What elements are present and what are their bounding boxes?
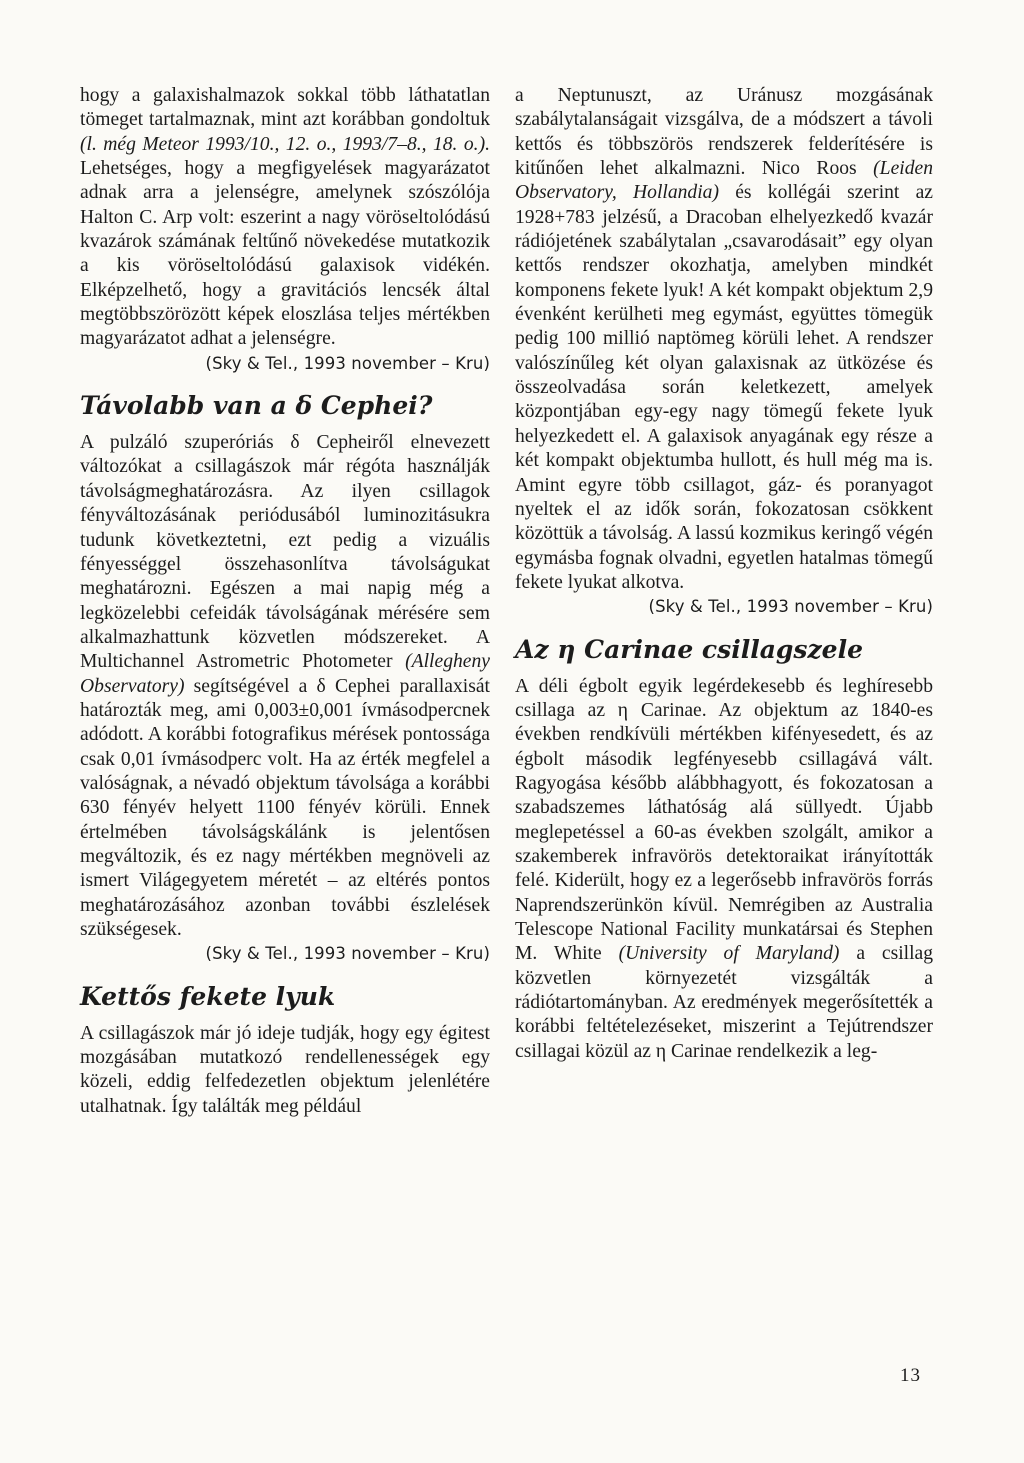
source-credit: (Sky & Tel., 1993 november – Kru) — [648, 597, 933, 617]
page-number: 13 — [900, 1365, 921, 1386]
paragraph-text: A déli égbolt egyik legérdekesebb és leghíresebb csillaga az η Carinae. Az objektum az 1840-es években rendkívüli mértékben kifényesedett, és az égbolt második legfényesebb csillagává vált. Ragyogása később alábbhagyott, és fokozatosan a szabadszemes láthatóság alá süllyedt. Újabb meglepetéssel a 60-as években szolgált, amikor a szakemberek infravörös detektoraikat irányították felé. Kiderült, hogy ez a legerősebb infravörös forrás Naprendszerünkön kívül. Nemrégiben az Australia Telescope National Facility munkatársai és Stephen M. White — [515, 675, 933, 965]
source-credit: (Sky & Tel., 1993 november – Kru) — [205, 353, 490, 373]
article-heading: Az η Carinae csillagszele — [515, 634, 863, 664]
right-column — [515, 84, 933, 1064]
article-heading: Távolabb van a δ Cephei? — [80, 391, 433, 421]
article-paragraph — [515, 675, 933, 1065]
paragraph-text: hogy a galaxishalmazok sokkal több láthatatlan tömeget tartalmaznak, mint azt korábban gondoltuk — [80, 85, 490, 131]
source-credit: (Sky & Tel., 1993 november – Kru) — [205, 944, 490, 964]
paragraph-text: a Neptunuszt, az Uránusz mozgásának szabálytalanságait vizsgálva, de a módszert a távoli kettős és többszörös rendszerek felderítésére is kitűnően lehet alkalmazni. Nico Roos — [515, 85, 933, 180]
article-paragraph — [515, 84, 933, 595]
paragraph-text: A pulzáló szuperóriás δ Cepheiről elnevezett változókat a csillagászok már régóta használják távolságmeghatározásra. Az ilyen csillagok fényváltozásának periódusából luminozitásukra tudunk következtetni, ezt pedig a vizuális fényességgel összehasonlítva távolságukat meghatározni. Egészen a mai napig még a legközelebbi cefeidák távolságának mérésére sem alkalmazhattunk közvetlen módszereket. A Multichannel Astrometric Photometer — [80, 432, 490, 673]
article-paragraph — [80, 431, 490, 942]
article-paragraph: A csillagászok már jó ideje tudják, hogy egy égitest mozgásában mutatkozó rendellenességek egy közeli, eddig felfedezetlen objektum jelenlétére utalhatnak. Így találták meg például — [80, 1022, 490, 1117]
institution-name: (Leiden Observatory, Hollandia) — [515, 158, 933, 204]
institution-name: (Allegheny Observatory) — [80, 651, 490, 697]
paragraph-text: és kollégái szerint az 1928+783 jelzésű, a Dracoban elhelyezkedő kvazár rádiójetének szabálytalan „csavarodásait” egy olyan kettős rendszer okozhatja, amelyben mindkét komponens fekete lyuk! A két kompakt objektum 2,9 évenként kerülheti meg egymást, együttes tömegük pedig 100 millió naptömeg körüli lehet. A rendszer valószínűleg két olyan galaxisnak az ütközése és összeolvadása során keletkezett, amelyek központjában egy-egy nagy tömegű fekete lyuk helyezkedett el. A galaxisok anyagának egy része a két kompakt objektumba hullott, és hull még ma is. Amint egyre több csillagot, gáz- és poranyagot nyeltek el az idők során, fokozatosan csökkent közöttük a távolság. A lassú kozmikus keringő végén egymásba fognak olvadni, egyetlen hatalmas tömegű fekete lyukat alkotva. — [515, 182, 934, 593]
article-heading: Kettős fekete lyuk — [80, 981, 336, 1011]
paragraph-text: segítségével a δ Cephei parallaxisát határozták meg, ami 0,003±0,001 ívmásodpercnek adódott. A korábbi fotografikus mérések pontossága csak 0,01 ívmásodperc volt. Ha az érték megfelel a valóságnak, a névadó objektum távolsága a korábbi 630 fényév helyett 1100 fényév körüli. Ennek értelmében távolságskálánk is jelentősen megváltozik, és ez nagy mértékben megnöveli az ismert Világegyetem méretét – az eltérés pontos meghatározásához azonban további észlelések szükségesek. — [80, 675, 490, 940]
reference-citation: (l. még Meteor 1993/10., 12. o., 1993/7–8., 18. o.). — [80, 133, 490, 155]
institution-name: (University of Maryland) — [618, 943, 840, 965]
article-paragraph — [80, 84, 490, 352]
paragraph-text: a csillag közvetlen környezetét vizsgálták a rádiótartományban. Az eredmények megerősítették a korábbi feltételezéseket, miszerint a Tejútrendszer csillagai közül az η Carinae rendelkezik a leg- — [515, 943, 934, 1062]
paragraph-text: Lehetséges, hogy a megfigyelések magyarázatot adnak arra a jelenségre, amelynek szószólója Halton C. Arp volt: eszerint a nagy vöröseltolódású kvazárok számának feltűnő növekedése mutatkozik a kis vöröseltolódású galaxisok vidékén. Elképzelhető, hogy a gravitációs lencsék által megtöbbszörözött képek eloszlása teljes mértékben magyarázatot adhat a jelenségre. — [80, 158, 490, 350]
left-column — [80, 84, 490, 1119]
